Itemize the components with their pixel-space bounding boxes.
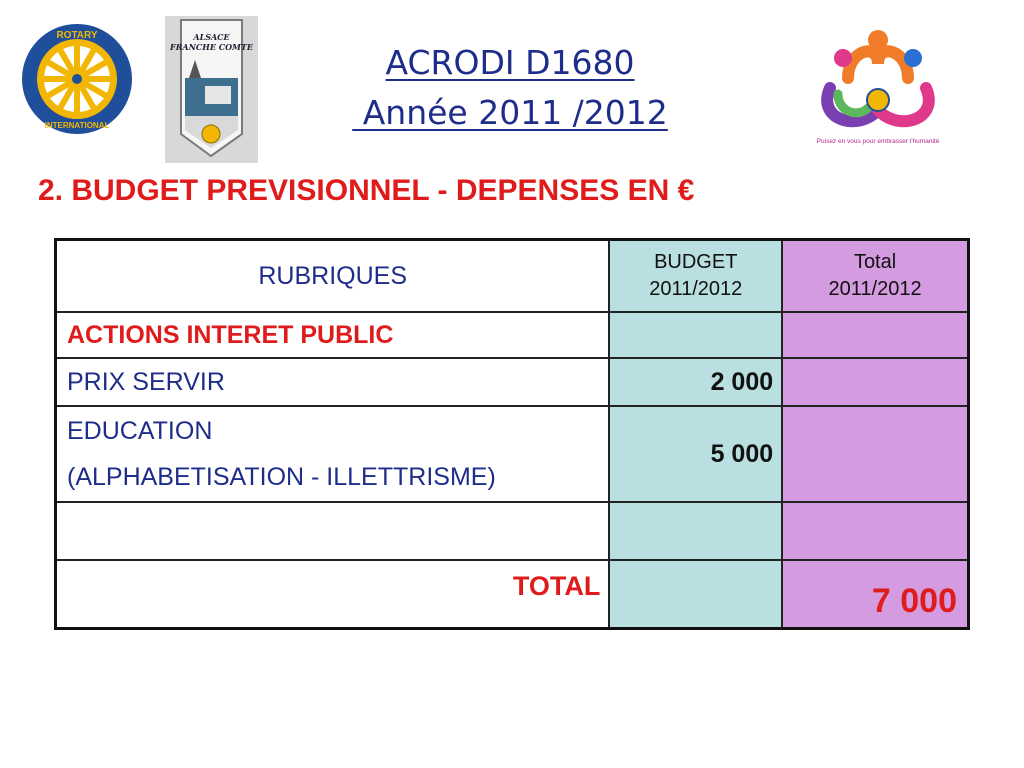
section-heading: 2. BUDGET PREVISIONNEL - DEPENSES EN € bbox=[38, 174, 695, 207]
row-label-empty bbox=[56, 502, 610, 560]
row-total bbox=[782, 502, 968, 560]
row-total bbox=[782, 312, 968, 358]
header-budget-line1: BUDGET bbox=[654, 251, 738, 273]
table-row bbox=[56, 312, 969, 358]
total-label: TOTAL bbox=[56, 560, 610, 629]
rotary-wheel-icon bbox=[20, 16, 135, 142]
header-total-line1: Total bbox=[853, 251, 897, 273]
total-row bbox=[56, 560, 969, 629]
humanite-logo-icon bbox=[808, 28, 948, 138]
header-total-line2: 2011/2012 bbox=[828, 278, 922, 300]
row-budget: 2 000 bbox=[609, 358, 782, 406]
row-total bbox=[782, 406, 968, 502]
title-line-2: Année 2011 /2012 bbox=[352, 93, 668, 132]
humanite-logo bbox=[808, 28, 948, 150]
humanite-tagline: Puisez en vous pour embrasser l'humanité bbox=[816, 138, 940, 145]
pennant-text-1: ALSACE bbox=[193, 32, 230, 42]
pennant-text-2: FRANCHE COMTE bbox=[170, 42, 253, 52]
table-row bbox=[56, 406, 969, 502]
row-label-actions: ACTIONS INTERET PUBLIC bbox=[56, 312, 610, 358]
rotary-text-bottom: INTERNATIONAL bbox=[44, 121, 110, 130]
header-budget bbox=[609, 240, 782, 313]
row-budget bbox=[609, 312, 782, 358]
table-row bbox=[56, 502, 969, 560]
title-line-1: ACRODI D1680 bbox=[385, 43, 635, 82]
row-label-prix-servir: PRIX SERVIR bbox=[56, 358, 610, 406]
table-header-row bbox=[56, 240, 969, 313]
budget-table bbox=[54, 238, 970, 630]
rotary-text-top: ROTARY bbox=[56, 30, 98, 41]
row-label-education-line1: EDUCATION bbox=[67, 417, 213, 445]
district-pennant bbox=[165, 16, 258, 163]
row-label-education-line2: (ALPHABETISATION - ILLETTRISME) bbox=[67, 463, 496, 491]
row-total bbox=[782, 358, 968, 406]
row-budget bbox=[609, 502, 782, 560]
row-budget: 5 000 bbox=[609, 406, 782, 502]
header-rubriques: RUBRIQUES bbox=[56, 240, 610, 313]
page-title bbox=[300, 38, 720, 138]
total-value: 7 000 bbox=[782, 560, 968, 629]
table-row bbox=[56, 358, 969, 406]
header-budget-line2: 2011/2012 bbox=[649, 278, 743, 300]
row-label-education bbox=[56, 406, 610, 502]
total-budget bbox=[609, 560, 782, 629]
header-total bbox=[782, 240, 968, 313]
rotary-logo bbox=[20, 16, 135, 142]
